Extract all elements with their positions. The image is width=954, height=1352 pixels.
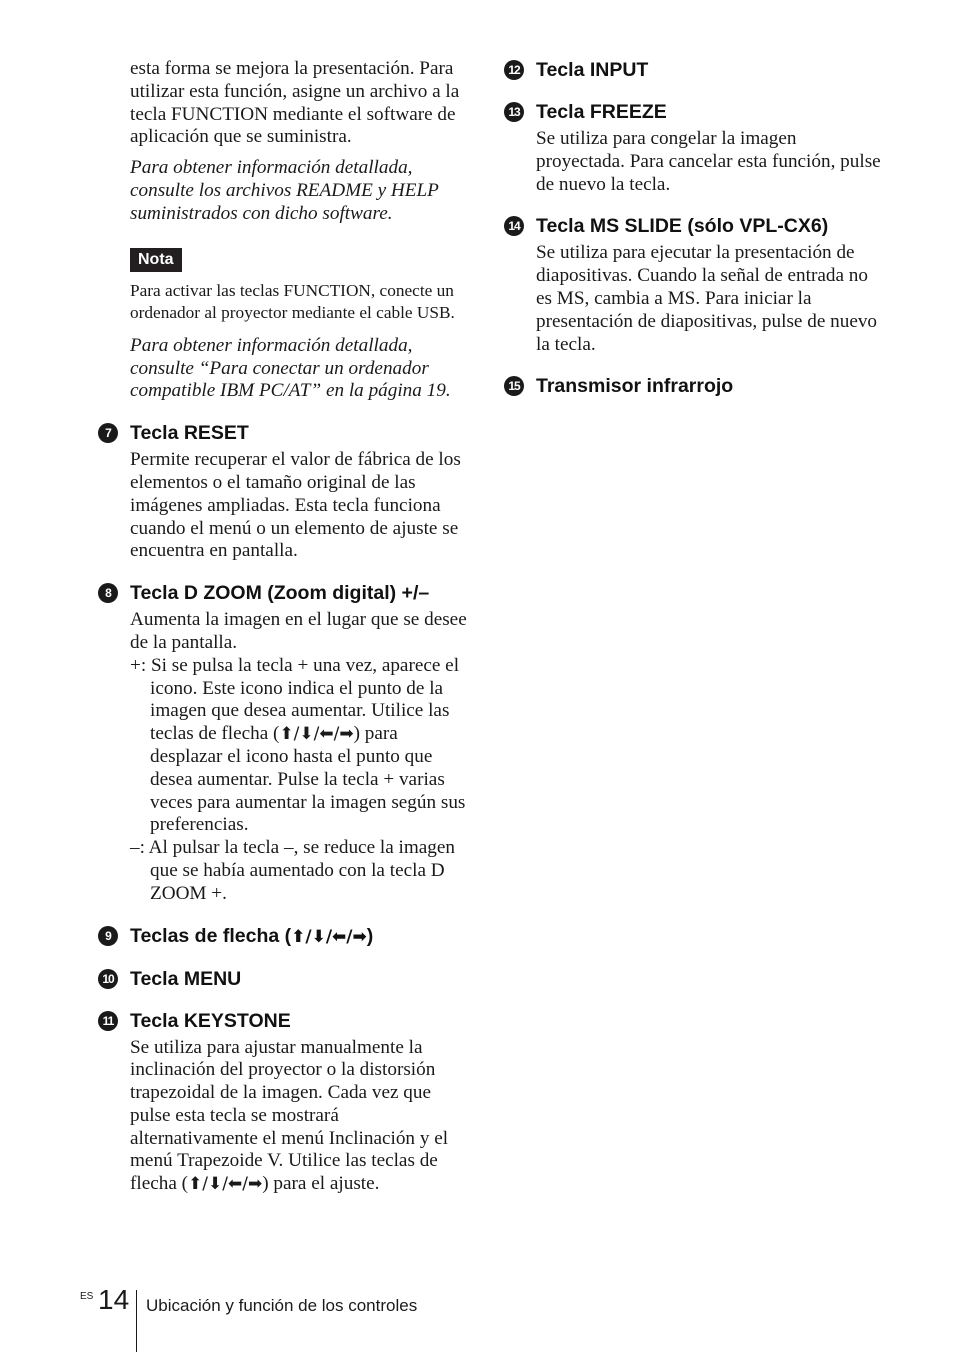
item-7-heading <box>98 421 468 445</box>
item-13-number: 13 <box>504 102 524 122</box>
item-8 <box>98 581 468 905</box>
item-8-plus-b: ) para desplazar el icono hasta el punto que desea aumentar. Pulse la tecla + varias veces para aumentar la imagen según sus preferencias. <box>150 723 466 836</box>
item-7-number: 7 <box>98 423 118 443</box>
item-13 <box>504 100 884 196</box>
footer-divider <box>136 1290 137 1352</box>
item-11-body <box>130 1037 468 1197</box>
item-11-body-a: Se utiliza para ajustar manualmente la inclinación del proyector o la distorsión trapezoidal de la imagen. Cada vez que pulse esta tecla se mostrará alternativamente el menú Inclinación y el menú Trapezoide V. Utilice las teclas de flecha ( <box>130 1036 449 1195</box>
item-11-body-b: ) para el ajuste. <box>262 1173 380 1195</box>
item-8-content <box>130 609 468 905</box>
item-14-body: Se utiliza para ejecutar la presentación de diapositivas. Cuando la señal de entrada no es MS, cambia a MS. Para iniciar la presentación de diapositivas, pulse de nuevo la tecla. <box>536 242 878 355</box>
item-15 <box>504 374 884 398</box>
item-10-number: 10 <box>98 969 118 989</box>
item-8-plus-a: +: Si se pulsa la tecla + una vez, aparece el icono. Este icono indica el punto de la imagen que desea aumentar. Utilice las teclas de flecha ( <box>130 654 460 745</box>
item-13-body: Se utiliza para congelar la imagen proyectada. Para cancelar esta función, pulse de nuevo la tecla. <box>536 128 881 195</box>
item-11 <box>98 1009 468 1197</box>
item-11-heading <box>98 1009 468 1033</box>
item-8-plus-text <box>130 655 468 837</box>
arrow-keys-icon: ⬆/⬇/⬅/➡ <box>188 1174 263 1195</box>
item-14-number: 14 <box>504 216 524 236</box>
item-14 <box>504 214 884 356</box>
item-9-heading <box>98 924 468 949</box>
item-12-number: 12 <box>504 60 524 80</box>
item-13-title: Tecla FREEZE <box>536 101 667 123</box>
footer-language-code: ES <box>80 1291 94 1302</box>
page-number: 14 <box>98 1284 130 1315</box>
item-13-heading <box>504 100 884 124</box>
item-9-title-a: Teclas de flecha ( <box>130 924 292 947</box>
item-8-minus-text: –: Al pulsar la tecla –, se reduce la imagen que se había aumentado con la tecla D ZOOM +. <box>130 837 455 904</box>
item-9 <box>98 924 468 949</box>
item-7-body: Permite recuperar el valor de fábrica de los elementos o el tamaño original de las imágenes ampliadas. Esta tecla funciona cuando el menú o un elemento de ajuste se encuentra en pantalla. <box>130 449 461 562</box>
item-7 <box>98 421 468 563</box>
item-8-body: Aumenta la imagen en el lugar que se desee de la pantalla. <box>130 609 467 653</box>
intro-paragraph: esta forma se mejora la presentación. Para utilizar esta función, asigne un archivo a la tecla FUNCTION mediante el software de aplicación que se suministra. <box>130 58 460 148</box>
item-14-title: Tecla MS SLIDE (sólo VPL-CX6) <box>536 215 829 238</box>
left-column <box>98 58 468 1196</box>
note-reference: Para obtener información detallada, consulte “Para conectar un ordenador compatible IBM PC/AT” en la página 19. <box>130 334 451 402</box>
right-column <box>504 58 884 402</box>
intro-reference: Para obtener información detallada, consulte los archivos README y HELP suministrados con dicho software. <box>130 157 439 224</box>
arrow-keys-icon: ⬆/⬇/⬅/➡ <box>279 724 354 745</box>
item-15-title: Transmisor infrarrojo <box>536 375 734 398</box>
item-8-heading <box>98 581 468 605</box>
item-12 <box>504 58 884 82</box>
item-9-number: 9 <box>98 926 118 946</box>
note-badge: Nota <box>130 248 182 272</box>
note-text: Para activar las teclas FUNCTION, conecte un ordenador al proyector mediante el cable USB. <box>130 280 455 323</box>
item-8-number: 8 <box>98 583 118 603</box>
item-7-title: Tecla RESET <box>130 422 249 445</box>
item-15-number: 15 <box>504 376 524 396</box>
item-10 <box>98 967 468 991</box>
item-14-heading <box>504 214 884 238</box>
arrow-keys-icon: ⬆/⬇/⬅/➡ <box>291 926 367 947</box>
item-9-title <box>130 924 373 949</box>
item-10-heading <box>98 967 468 991</box>
item-11-title: Tecla KEYSTONE <box>130 1009 291 1032</box>
item-9-title-b: ) <box>366 924 374 947</box>
item-10-title: Tecla MENU <box>130 967 242 990</box>
item-11-number: 11 <box>98 1011 118 1031</box>
footer-section-title: Ubicación y función de los controles <box>146 1296 418 1315</box>
item-15-heading <box>504 374 884 398</box>
intro-block <box>130 58 468 403</box>
item-12-title: Tecla INPUT <box>536 59 649 81</box>
item-8-title: Tecla D ZOOM (Zoom digital) +/– <box>130 582 430 605</box>
item-12-heading <box>504 58 884 82</box>
